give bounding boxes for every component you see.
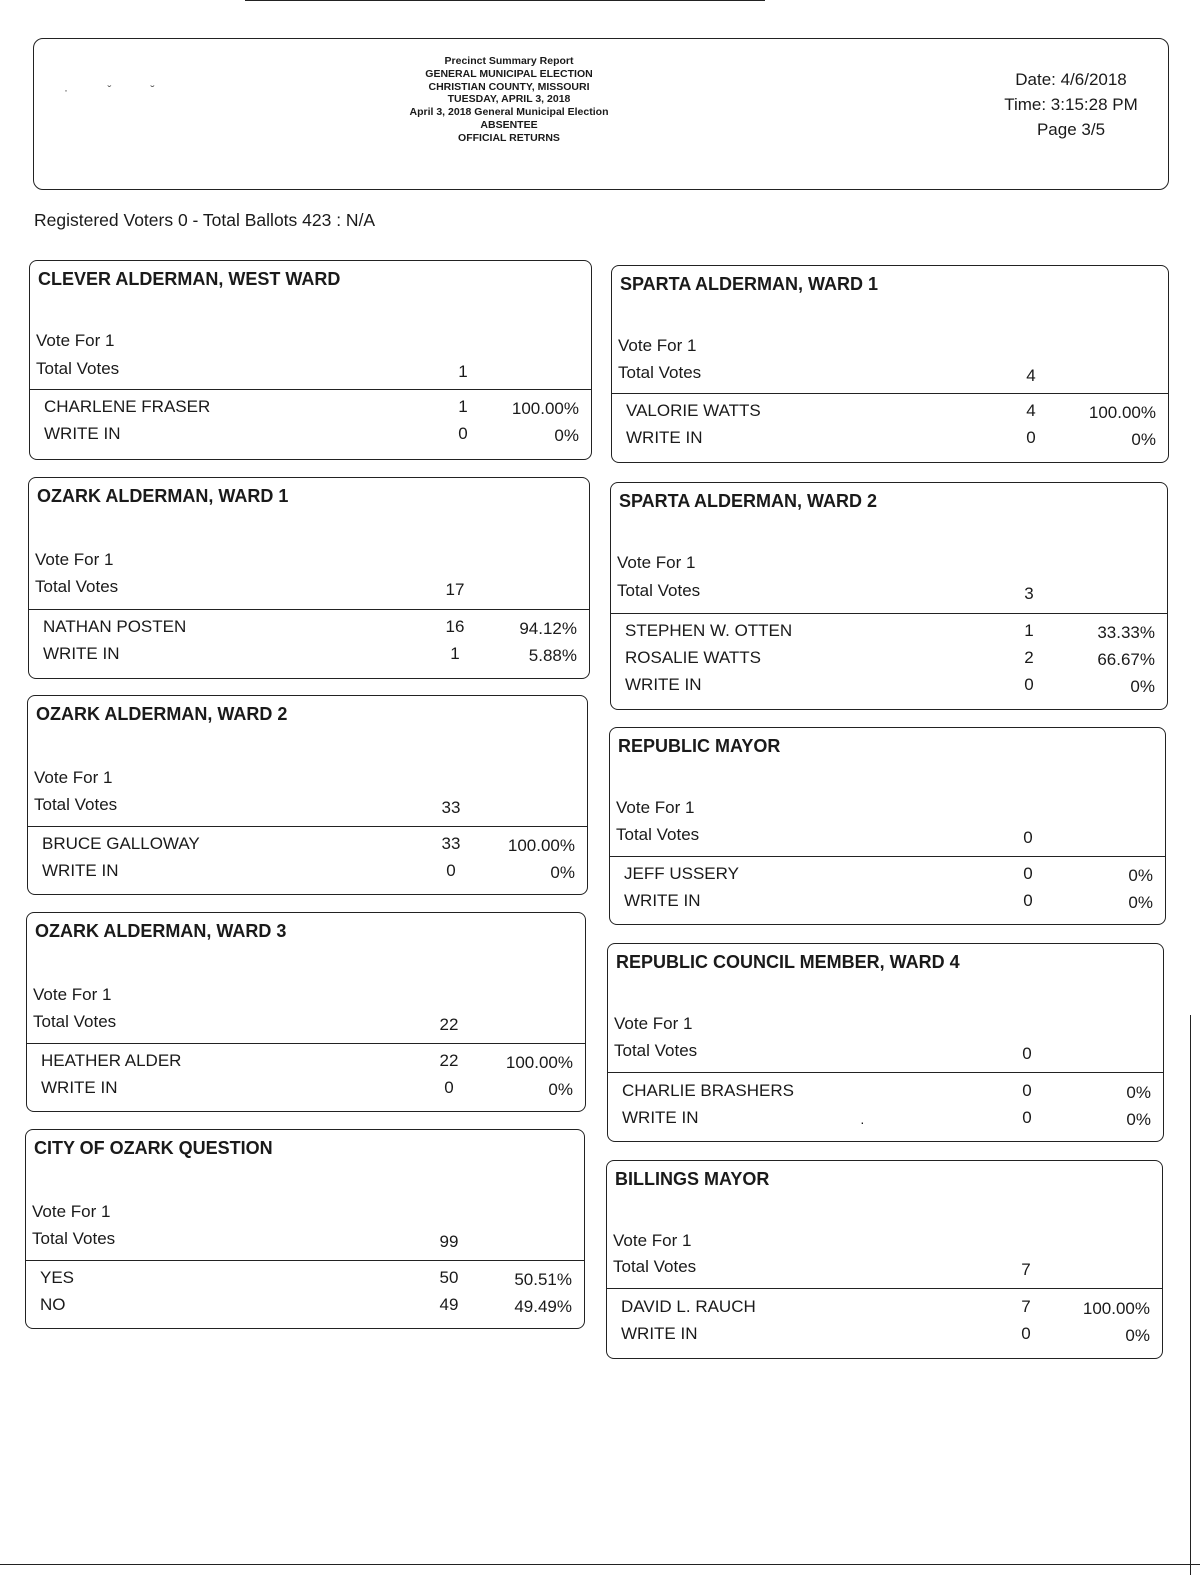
report-title-line: OFFICIAL RETURNS [458,131,560,144]
candidate-row [608,1108,1163,1135]
candidate-percent: 100.00% [511,399,579,418]
total-votes-label: Total Votes [35,577,119,596]
vote-for-label: Vote For 1 [613,1231,692,1250]
candidate-name: WRITE IN [42,861,119,880]
candidate-name: WRITE IN [626,428,703,447]
divider [608,1072,1163,1073]
candidate-name: YES [40,1268,75,1287]
bottom-scan-edge [0,1564,1200,1565]
contest-box [27,695,588,895]
contest-title: OZARK ALDERMAN, WARD 3 [35,921,287,941]
candidate-percent: 100.00% [507,836,575,855]
candidate-row [28,861,587,888]
candidate-percent: 0% [1131,430,1156,449]
candidate-votes: 0 [1022,1081,1032,1100]
candidate-name: WRITE IN [43,644,120,663]
report-title-line: CHRISTIAN COUNTY, MISSOURI [428,80,590,93]
total-votes-value: 22 [439,1015,459,1034]
candidate-percent: 0% [1126,1110,1151,1129]
vote-for-label: Vote For 1 [35,550,114,569]
total-votes-label: Total Votes [32,1229,116,1248]
total-votes-label: Total Votes [613,1257,697,1276]
candidate-votes: 0 [1022,1108,1032,1127]
candidate-percent: 0% [550,863,575,882]
contest-title: SPARTA ALDERMAN, WARD 1 [620,274,878,294]
total-votes-value: 99 [439,1232,459,1251]
contest-box [610,482,1168,710]
total-votes-label: Total Votes [34,795,118,814]
contest-title: CLEVER ALDERMAN, WEST WARD [38,269,341,289]
candidate-votes: 1 [458,397,468,416]
candidate-name: NATHAN POSTEN [43,617,187,636]
candidate-votes: 0 [1026,428,1036,447]
contest-title: OZARK ALDERMAN, WARD 2 [36,704,288,724]
divider [30,389,591,390]
candidate-votes: 49 [439,1295,459,1314]
candidate-votes: 4 [1026,401,1036,420]
candidate-row [607,1297,1162,1324]
candidate-votes: 22 [439,1051,459,1070]
candidate-row [26,1295,584,1322]
report-title-line: April 3, 2018 General Municipal Election [409,106,609,119]
candidate-votes: 0 [1024,675,1034,694]
contest-box [606,1160,1163,1359]
candidate-row [30,397,591,424]
top-scan-line [245,0,765,2]
report-time: Time: 3:15:28 PM [1004,95,1138,114]
total-votes-value: 4 [1026,366,1036,385]
candidate-percent: 100.00% [1082,1299,1150,1318]
divider [611,613,1167,614]
divider [28,826,587,827]
contest-box [609,727,1166,925]
divider [607,1288,1162,1289]
divider [27,1043,585,1044]
report-header [33,38,1169,190]
page-number: Page 3/5 [1036,120,1106,139]
candidate-row [26,1268,584,1295]
candidate-row [610,864,1165,891]
total-votes-value: 33 [441,798,461,817]
total-votes-value: 7 [1021,1260,1031,1279]
candidate-votes: 1 [450,644,460,663]
scan-specks: · ˇ ˘ [64,83,173,97]
report-title-block [334,55,684,145]
candidate-votes: 0 [458,424,468,443]
candidate-name: STEPHEN W. OTTEN [625,621,793,640]
candidate-name: CHARLENE FRASER [44,397,211,416]
contest-title: BILLINGS MAYOR [615,1169,770,1189]
contest-title: REPUBLIC MAYOR [618,736,781,756]
total-votes-label: Total Votes [36,359,120,378]
contest-box [26,912,586,1112]
candidate-row [611,648,1167,675]
candidate-row [610,891,1165,918]
vote-for-label: Vote For 1 [34,768,113,787]
scan-speck: · [860,1114,865,1130]
candidate-row [612,428,1168,455]
vote-for-label: Vote For 1 [618,336,697,355]
candidate-name: WRITE IN [625,675,702,694]
candidate-percent: 49.49% [514,1297,572,1316]
total-votes-label: Total Votes [617,581,701,600]
total-votes-value: 1 [458,362,468,381]
candidate-name: WRITE IN [624,891,701,910]
contest-title: SPARTA ALDERMAN, WARD 2 [619,491,877,511]
candidate-votes: 2 [1024,648,1034,667]
candidate-name: BRUCE GALLOWAY [42,834,200,853]
candidate-percent: 94.12% [519,619,577,638]
report-title-line: TUESDAY, APRIL 3, 2018 [447,93,571,106]
candidate-percent: 0% [1125,1326,1150,1345]
total-votes-label: Total Votes [618,363,702,382]
candidate-name: WRITE IN [621,1324,698,1343]
candidate-row [611,621,1167,648]
candidate-name: WRITE IN [622,1108,699,1127]
divider [26,1260,584,1261]
candidate-percent: 50.51% [514,1270,572,1289]
vote-for-label: Vote For 1 [32,1202,111,1221]
contest-title: CITY OF OZARK QUESTION [34,1138,273,1158]
candidate-row [612,401,1168,428]
total-votes-value: 0 [1023,828,1033,847]
total-votes-value: 17 [445,580,465,599]
contest-title: REPUBLIC COUNCIL MEMBER, WARD 4 [616,952,960,972]
contest-box [607,943,1164,1142]
divider [610,856,1165,857]
candidate-row [28,834,587,861]
vote-for-label: Vote For 1 [614,1014,693,1033]
right-scan-edge [1190,1015,1191,1575]
candidate-percent: 33.33% [1097,623,1155,642]
report-date: Date: 4/6/2018 [1015,70,1127,89]
report-title-line: GENERAL MUNICIPAL ELECTION [425,67,593,80]
contest-box [611,265,1169,463]
total-votes-value: 3 [1024,584,1034,603]
candidate-row [607,1324,1162,1351]
report-title-line: ABSENTEE [480,118,538,131]
candidate-percent: 5.88% [528,646,577,665]
candidate-name: DAVID L. RAUCH [621,1297,756,1316]
total-votes-label: Total Votes [33,1012,117,1031]
candidate-name: ROSALIE WATTS [625,648,762,667]
report-meta [986,67,1156,142]
report-title-line: Precinct Summary Report [444,55,574,67]
candidate-row [29,617,589,644]
total-votes-value: 0 [1022,1044,1032,1063]
candidate-percent: 0% [1128,893,1153,912]
vote-for-label: Vote For 1 [616,798,695,817]
candidate-votes: 7 [1021,1297,1031,1316]
candidate-name: NO [40,1295,66,1314]
divider [612,393,1168,394]
candidate-name: HEATHER ALDER [41,1051,182,1070]
candidate-row [30,424,591,451]
candidate-votes: 0 [1021,1324,1031,1343]
ballot-summary: Registered Voters 0 - Total Ballots 423 : N/A [34,210,376,230]
candidate-percent: 0% [548,1080,573,1099]
candidate-row [27,1051,585,1078]
candidate-votes: 16 [445,617,465,636]
candidate-percent: 0% [1128,866,1153,885]
contest-box [25,1129,585,1329]
contest-title: OZARK ALDERMAN, WARD 1 [37,486,289,506]
vote-for-label: Vote For 1 [36,331,115,350]
vote-for-label: Vote For 1 [33,985,112,1004]
contest-box [28,477,590,679]
candidate-row [27,1078,585,1105]
candidate-votes: 0 [446,861,456,880]
total-votes-label: Total Votes [616,825,700,844]
total-votes-label: Total Votes [614,1041,698,1060]
candidate-percent: 100.00% [1088,403,1156,422]
candidate-name: CHARLIE BRASHERS [622,1081,794,1100]
candidate-votes: 0 [444,1078,454,1097]
candidate-percent: 0% [554,426,579,445]
candidate-votes: 50 [439,1268,459,1287]
candidate-row [608,1081,1163,1108]
candidate-votes: 0 [1023,891,1033,910]
candidate-name: WRITE IN [44,424,121,443]
candidate-name: JEFF USSERY [624,864,739,883]
candidate-votes: 33 [441,834,461,853]
divider [29,609,589,610]
candidate-votes: 1 [1024,621,1034,640]
candidate-percent: 0% [1126,1083,1151,1102]
candidate-name: WRITE IN [41,1078,118,1097]
candidate-percent: 0% [1130,677,1155,696]
candidate-row [611,675,1167,702]
candidate-percent: 66.67% [1097,650,1155,669]
contest-box [29,260,592,460]
candidate-name: VALORIE WATTS [626,401,761,420]
candidate-row [29,644,589,671]
vote-for-label: Vote For 1 [617,553,696,572]
candidate-votes: 0 [1023,864,1033,883]
candidate-percent: 100.00% [505,1053,573,1072]
